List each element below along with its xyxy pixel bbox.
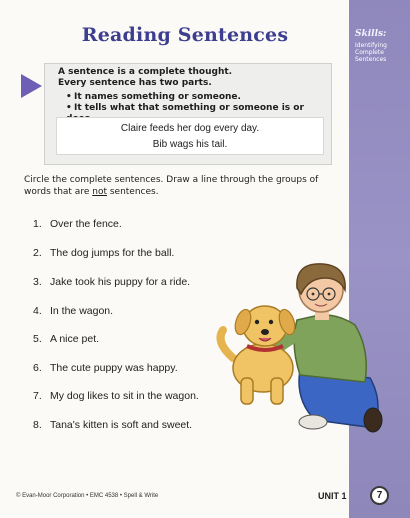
rule-lead [58,67,318,89]
page-title: Reading Sentences [81,24,289,46]
rule-bullet: • It names something or someone. [66,92,241,102]
arrow-icon [21,74,42,98]
sentence-item[interactable]: 7. My dog likes to sit in the wagon. [33,390,199,402]
bullet-icon: • [66,92,72,102]
copyright-footer: © Evan-Moor Corporation • EMC 4538 • Spell & Write [16,493,159,499]
bullet-icon: • [66,103,72,113]
sentence-item[interactable]: 1. Over the fence. [33,218,122,230]
page-number-badge: 7 [370,486,389,505]
rule-lead-line-1: A sentence is a complete thought. [58,67,233,77]
unit-label: UNIT 1 [318,491,347,501]
example-sentence: Bib wags his tail. [152,139,228,150]
directions: Circle the complete sentences. Draw a line through the groups of words that are not sentences. [24,175,319,197]
sentence-item[interactable]: 4. In the wagon. [33,305,114,317]
rule-bullet: • It tells what that something or someone is or [66,103,304,113]
sentence-item[interactable]: 5. A nice pet. [33,333,100,345]
puppy-icon [221,306,298,404]
boy-and-puppy-illustration [205,250,385,435]
skills-text: Identifying Complete Sentences [355,42,387,63]
sentence-item[interactable]: 3. Jake took his puppy for a ride. [33,276,191,288]
sentence-item[interactable]: 2. The dog jumps for the ball. [33,247,175,259]
example-sentence: Claire feeds her dog every day. [120,123,260,134]
sentence-item[interactable]: 6. The cute puppy was happy. [33,362,178,374]
sentence-item[interactable]: 8. Tana's kitten is soft and sweet. [33,419,193,431]
rule-lead-line-2: Every sentence has two parts. [58,78,212,88]
directions-underlined: not [92,187,107,197]
skills-label: Skills: [355,29,387,39]
